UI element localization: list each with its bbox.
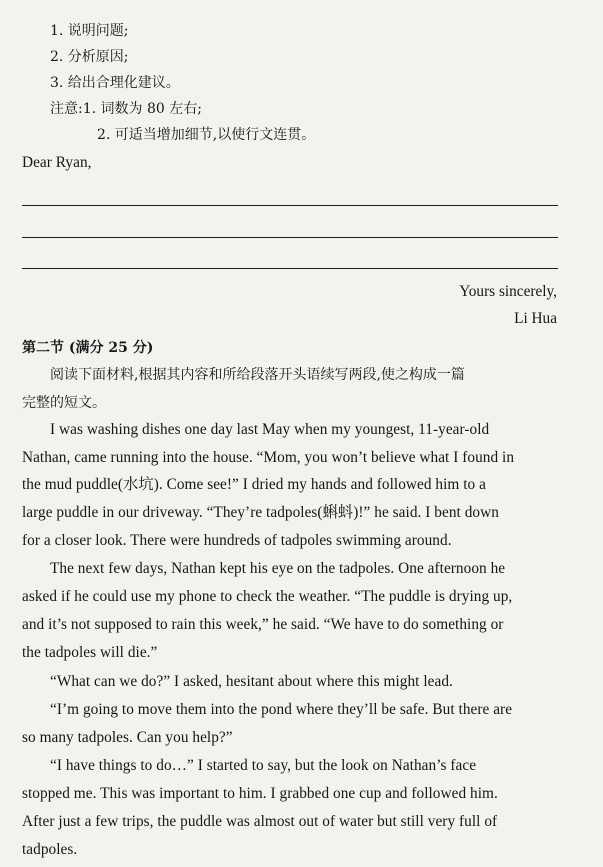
note-line-1: [50, 100, 202, 118]
instruction-line-2: 完整的短文。: [22, 395, 106, 411]
task-point-3: 3. 给出合理化建议。: [50, 75, 180, 91]
salutation: Dear Ryan,: [22, 154, 92, 171]
passage-line: the tadpoles will die.”: [22, 644, 158, 661]
passage-line: the mud puddle(水坑). Come see!” I dried my hands and followed him to a: [22, 476, 486, 493]
passage-line: stopped me. This was important to him. I grabbed one cup and followed him.: [22, 785, 498, 802]
passage-line: After just a few trips, the puddle was almost out of water but still very full of: [22, 813, 498, 830]
passage-line: “I have things to do…” I started to say, but the look on Nathan’s face: [50, 757, 477, 774]
answer-line-3: [22, 268, 558, 269]
closing: Yours sincerely,: [459, 283, 557, 300]
signature: Li Hua: [514, 310, 557, 327]
passage-line: large puddle in our driveway. “They’re tadpoles(蝌蚪)!” he said. I bent down: [22, 504, 499, 521]
note-label: 注意:: [50, 101, 83, 117]
instruction-line-1: 阅读下面材料,根据其内容和所给段落开头语续写两段,使之构成一篇: [50, 367, 465, 383]
passage-line: for a closer look. There were hundreds of tadpoles swimming around.: [22, 532, 452, 549]
answer-line-2: [22, 237, 558, 238]
passage-line: I was washing dishes one day last May when my youngest, 11-year-old: [50, 421, 490, 438]
passage-line: tadpoles.: [22, 841, 78, 858]
passage-line: “I’m going to move them into the pond where they’ll be safe. But there are: [50, 701, 513, 718]
passage-line: asked if he could use my phone to check the weather. “The puddle is drying up,: [22, 588, 513, 605]
passage-line: so many tadpoles. Can you help?”: [22, 729, 233, 746]
passage-line: The next few days, Nathan kept his eye on the tadpoles. One afternoon he: [50, 560, 506, 577]
note-2: 2. 可适当增加细节,以使行文连贯。: [97, 127, 316, 143]
passage-line: “What can we do?” I asked, hesitant about where this might lead.: [50, 673, 453, 690]
passage-line: Nathan, came running into the house. “Mom, you won’t believe what I found in: [22, 449, 515, 466]
task-point-1: 1. 说明问题;: [50, 23, 129, 39]
note-1: 1. 词数为 80 左右;: [82, 101, 202, 117]
task-point-2: 2. 分析原因;: [50, 49, 129, 65]
answer-line-1: [22, 205, 558, 206]
passage-line: and it’s not supposed to rain this week,” he said. “We have to do something or: [22, 616, 504, 633]
section-heading: 第二节 (满分 25 分): [22, 340, 154, 356]
